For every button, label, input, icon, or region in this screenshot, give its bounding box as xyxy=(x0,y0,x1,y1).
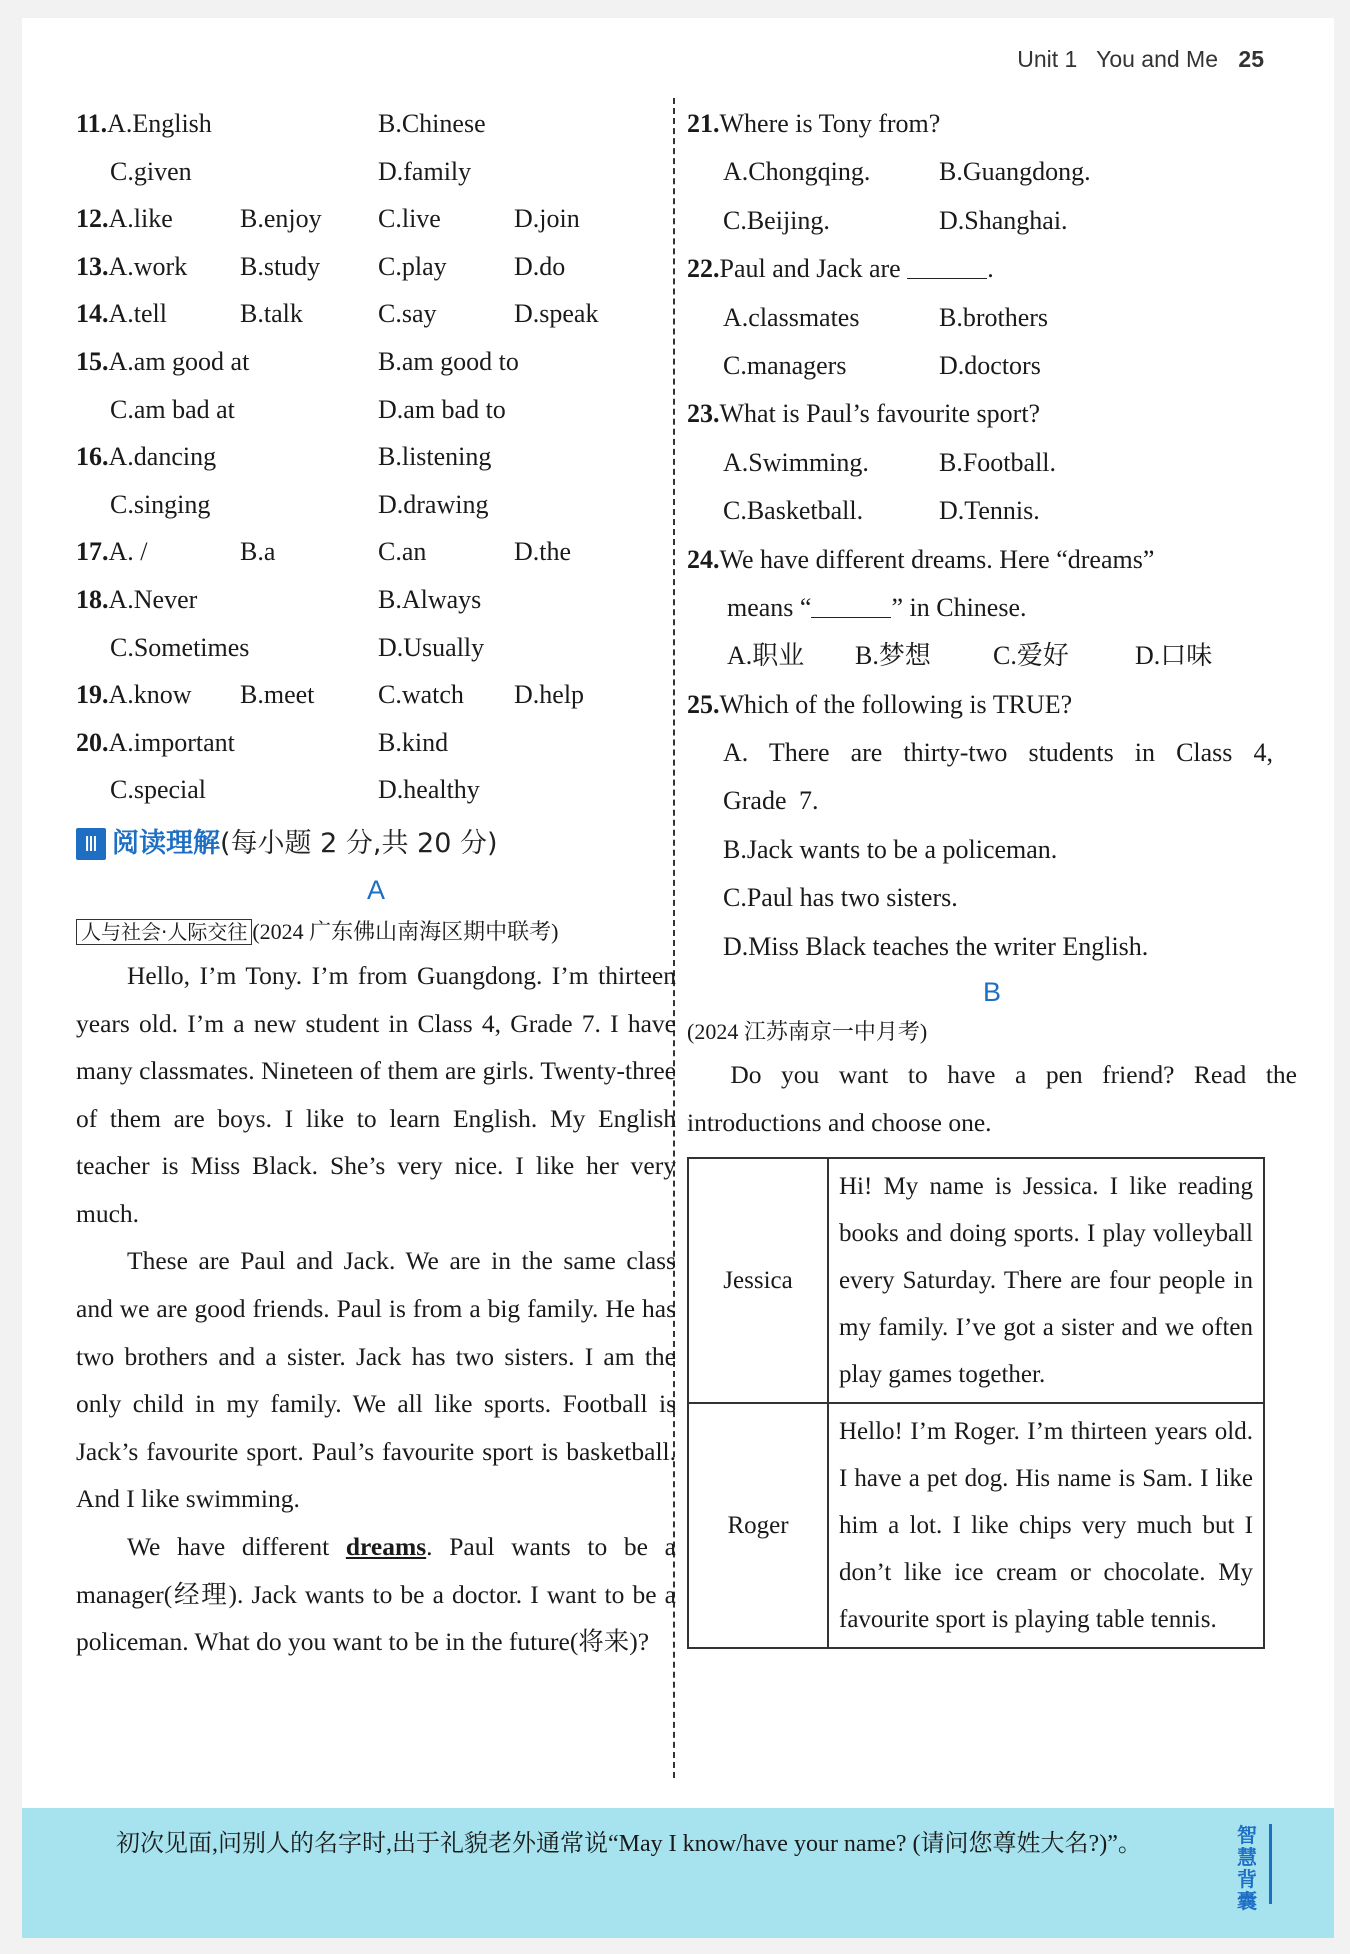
option-b: B.Chinese xyxy=(378,109,486,138)
q22-c: C.managers xyxy=(723,350,847,380)
q23-c: C.Basketball. xyxy=(723,496,864,526)
option-c: C.play xyxy=(378,251,447,281)
option-c: C.Sometimes xyxy=(110,632,250,662)
cloze-question-row xyxy=(76,528,676,576)
answer-blank xyxy=(811,587,891,618)
tip-box xyxy=(22,1808,1334,1938)
theme-tag: 人与社会·人际交往 xyxy=(76,919,252,945)
passage-b-label: B xyxy=(982,977,1001,1008)
q24-line-2 xyxy=(687,584,1297,632)
option-d: D.help xyxy=(514,680,585,710)
pen-friend-intro: Hi! My name is Jessica. I like reading books and doing sports. I play volleyball every Saturday. There are four people in my family. I’ve got a sister and we often play games together. xyxy=(828,1158,1264,1403)
cloze-question xyxy=(76,243,187,291)
q24-means: means “ xyxy=(727,592,812,622)
option-b: B.Always xyxy=(378,584,482,614)
question-number: 15. xyxy=(76,346,109,376)
option-b: B.a xyxy=(240,537,276,567)
q25-b: B.Jack wants to be a policeman. xyxy=(723,834,1058,864)
question-22 xyxy=(687,245,1297,293)
cloze-question-row-2 xyxy=(76,624,676,672)
page xyxy=(22,18,1334,1938)
option-d: D.join xyxy=(514,204,580,234)
passage-a-paragraph-1: Hello, I’m Tony. I’m from Guangdong. I’m thirteen years old. I’m a new student in Class 4, Grade 7. I have many classmates. Nineteen of them are girls. Twenty-three of them are boys. I like to learn English. My English teacher is Miss Black. She’s very nice. I like her very much. xyxy=(76,960,676,1228)
option-c: C.an xyxy=(378,537,427,567)
q24-number: 24. xyxy=(687,544,720,574)
q21-options-cd xyxy=(687,197,1297,245)
q24-in-chinese: ” in Chinese. xyxy=(891,592,1027,622)
passage-b-source: (2024 江苏南京一中月考) xyxy=(687,1019,928,1045)
option-d: D.drawing xyxy=(378,489,489,519)
cloze-question-row xyxy=(76,671,676,719)
question-23 xyxy=(687,390,1297,438)
q24-c: C.爱好 xyxy=(993,641,1069,671)
answer-blank xyxy=(907,248,987,279)
question-number: 19. xyxy=(76,680,109,710)
q21-a: A.Chongqing. xyxy=(723,157,871,187)
passage-a-label: A xyxy=(366,874,385,905)
passage-a-source xyxy=(76,912,676,952)
cloze-question xyxy=(76,433,216,481)
unit-label: Unit 1 xyxy=(1017,46,1078,72)
table-row xyxy=(688,1403,1264,1648)
option-d: D.the xyxy=(514,537,572,567)
unit-title: You and Me xyxy=(1096,46,1219,72)
option-a: A. / xyxy=(108,537,148,567)
q25-a: A. There are thirty-two students in Class 4, Grade 7. xyxy=(723,738,1273,816)
pen-friend-table xyxy=(687,1157,1265,1649)
q22-number: 22. xyxy=(687,254,720,284)
cloze-question-row xyxy=(76,719,676,767)
cloze-question-row xyxy=(76,243,676,291)
q23-options-ab xyxy=(687,439,1297,487)
q25-text: Which of the following is TRUE? xyxy=(719,689,1073,719)
option-c: C.singing xyxy=(110,489,211,519)
cloze-question-row-2 xyxy=(76,386,676,434)
option-a: A.tell xyxy=(108,299,167,329)
q21-b: B.Guangdong. xyxy=(939,157,1091,187)
cloze-options xyxy=(76,100,676,814)
intro-text: Do you want to have a pen friend? Read the introductions and choose one. xyxy=(687,1060,1297,1138)
option-c: C.given xyxy=(110,156,192,186)
question-number: 11. xyxy=(76,109,108,138)
option-b: B.enjoy xyxy=(240,204,322,234)
cloze-question xyxy=(76,528,148,576)
q24-b: B.梦想 xyxy=(855,641,931,671)
cloze-question-row xyxy=(76,290,676,338)
question-number: 14. xyxy=(76,299,109,329)
option-b: B.talk xyxy=(240,299,303,329)
option-a: A.dancing xyxy=(108,442,217,472)
option-c: C.say xyxy=(378,299,437,329)
q21-number: 21. xyxy=(687,109,720,138)
cloze-question-row xyxy=(76,433,676,481)
section-name: 阅读理解 xyxy=(112,827,220,859)
cloze-question xyxy=(76,671,192,719)
cloze-question-row-2 xyxy=(76,766,676,814)
cloze-question-row xyxy=(76,195,676,243)
section-title xyxy=(76,820,676,868)
q21-d: D.Shanghai. xyxy=(939,205,1068,235)
q23-b: B.Football. xyxy=(939,447,1057,477)
source-text: (2024 广东佛山南海区期中联考) xyxy=(252,918,559,944)
option-d: D.Usually xyxy=(378,632,485,662)
cloze-question xyxy=(76,100,212,148)
option-a: A.am good at xyxy=(108,346,250,376)
cloze-question-row xyxy=(76,576,676,624)
option-b: B.kind xyxy=(378,727,449,757)
option-a: A.English xyxy=(107,109,212,138)
passage-b-intro xyxy=(687,1051,1297,1147)
q21-text: Where is Tony from? xyxy=(719,109,941,138)
option-a: A.know xyxy=(108,680,192,710)
passage-a-paragraph-2: These are Paul and Jack. We are in the same class and we are good friends. Paul is from a big family. He has two brothers and a sister. Jack has two sisters. I am the only child in my family. We all like sports. Football is Jack’s favourite sport. Paul’s favourite sport is basketball. And I like swimming. xyxy=(76,1246,676,1514)
q25-option-c xyxy=(687,874,1297,922)
q21-c: C.Beijing. xyxy=(723,205,830,235)
option-b: B.study xyxy=(240,251,321,281)
option-c: C.live xyxy=(378,204,441,234)
q22-d: D.doctors xyxy=(939,350,1041,380)
cloze-question xyxy=(76,290,167,338)
pen-friend-intro: Hello! I’m Roger. I’m thirteen years old. I have a pet dog. His name is Sam. I like him a lot. I like chips very much but I don’t like ice cream or chocolate. My favourite sport is playing table tennis. xyxy=(828,1403,1264,1648)
q22-a: A.classmates xyxy=(723,302,860,332)
option-c: C.watch xyxy=(378,680,464,710)
question-number: 17. xyxy=(76,537,109,567)
question-number: 20. xyxy=(76,727,109,757)
option-b: B.meet xyxy=(240,680,315,710)
option-a: A.like xyxy=(108,204,173,234)
cloze-question xyxy=(76,195,173,243)
option-c: C.am bad at xyxy=(110,394,235,424)
option-a: A.work xyxy=(108,251,188,281)
q23-d: D.Tennis. xyxy=(939,496,1040,526)
pen-friend-name: Jessica xyxy=(688,1158,828,1403)
table-row xyxy=(688,1158,1264,1403)
tip-text: 初次见面,问别人的名字时,出于礼貌老外通常说“May I know/have your name? (请问您尊姓大名?)”。 xyxy=(116,1831,1142,1857)
cloze-question-row xyxy=(76,338,676,386)
cloze-question xyxy=(76,576,197,624)
passage-a xyxy=(76,952,676,1666)
option-a: A.important xyxy=(108,727,235,757)
page-header xyxy=(1017,46,1264,73)
option-b: B.am good to xyxy=(378,346,519,376)
question-number: 13. xyxy=(76,251,109,281)
question-21 xyxy=(687,100,1297,148)
q24-text: We have different dreams. Here “dreams” xyxy=(719,544,1155,574)
q24-a: A.职业 xyxy=(727,641,805,671)
q22-options-ab xyxy=(687,294,1297,342)
cloze-question-row-2 xyxy=(76,148,676,196)
question-number: 18. xyxy=(76,584,109,614)
q25-option-b xyxy=(687,826,1297,874)
q22-b: B.brothers xyxy=(939,302,1049,332)
question-25 xyxy=(687,681,1297,729)
question-number: 12. xyxy=(76,204,109,234)
section-points: (每小题 2 分,共 20 分) xyxy=(220,827,498,859)
right-column xyxy=(687,100,1297,1649)
q23-number: 23. xyxy=(687,399,720,429)
tip-side-label: 智慧背囊 xyxy=(1237,1823,1257,1913)
passage-a-paragraph-3 xyxy=(76,1523,676,1666)
q22-text: Paul and Jack are xyxy=(719,254,901,284)
left-column xyxy=(76,100,676,1666)
tip-side-bar xyxy=(1269,1824,1272,1904)
q23-text: What is Paul’s favourite sport? xyxy=(719,399,1041,429)
q25-number: 25. xyxy=(687,689,720,719)
q22-end: . xyxy=(987,254,994,284)
option-d: D.family xyxy=(378,156,472,186)
q25-c: C.Paul has two sisters. xyxy=(723,883,958,913)
q25-option-d xyxy=(687,923,1297,971)
cloze-question-row-2 xyxy=(76,481,676,529)
option-b: B.listening xyxy=(378,442,492,472)
option-d: D.speak xyxy=(514,299,599,329)
p3-before: We have different xyxy=(127,1532,346,1562)
option-c: C.special xyxy=(110,775,207,805)
option-a: A.Never xyxy=(108,584,198,614)
p3-after: . Paul wants to be a manager(经理). Jack wants to be a doctor. I want to be a policeman. What do you want to be in the future(将来)? xyxy=(76,1532,676,1657)
question-number: 16. xyxy=(76,442,109,472)
q25-d: D.Miss Black teaches the writer English. xyxy=(723,931,1149,961)
q24-d: D.口味 xyxy=(1135,641,1213,671)
option-d: D.do xyxy=(514,251,566,281)
section-badge: Ⅲ xyxy=(76,828,106,860)
q22-options-cd xyxy=(687,342,1297,390)
cloze-question-row xyxy=(76,100,676,148)
option-d: D.healthy xyxy=(378,775,480,805)
cloze-question xyxy=(76,719,235,767)
option-d: D.am bad to xyxy=(378,394,506,424)
keyword-dreams: dreams xyxy=(345,1532,427,1562)
pen-friend-name: Roger xyxy=(688,1403,828,1648)
q21-options-ab xyxy=(687,148,1297,196)
q24-options xyxy=(687,632,1297,680)
cloze-question xyxy=(76,338,249,386)
page-number: 25 xyxy=(1238,46,1264,72)
question-24 xyxy=(687,536,1297,584)
q23-options-cd xyxy=(687,487,1297,535)
q23-a: A.Swimming. xyxy=(723,447,869,477)
